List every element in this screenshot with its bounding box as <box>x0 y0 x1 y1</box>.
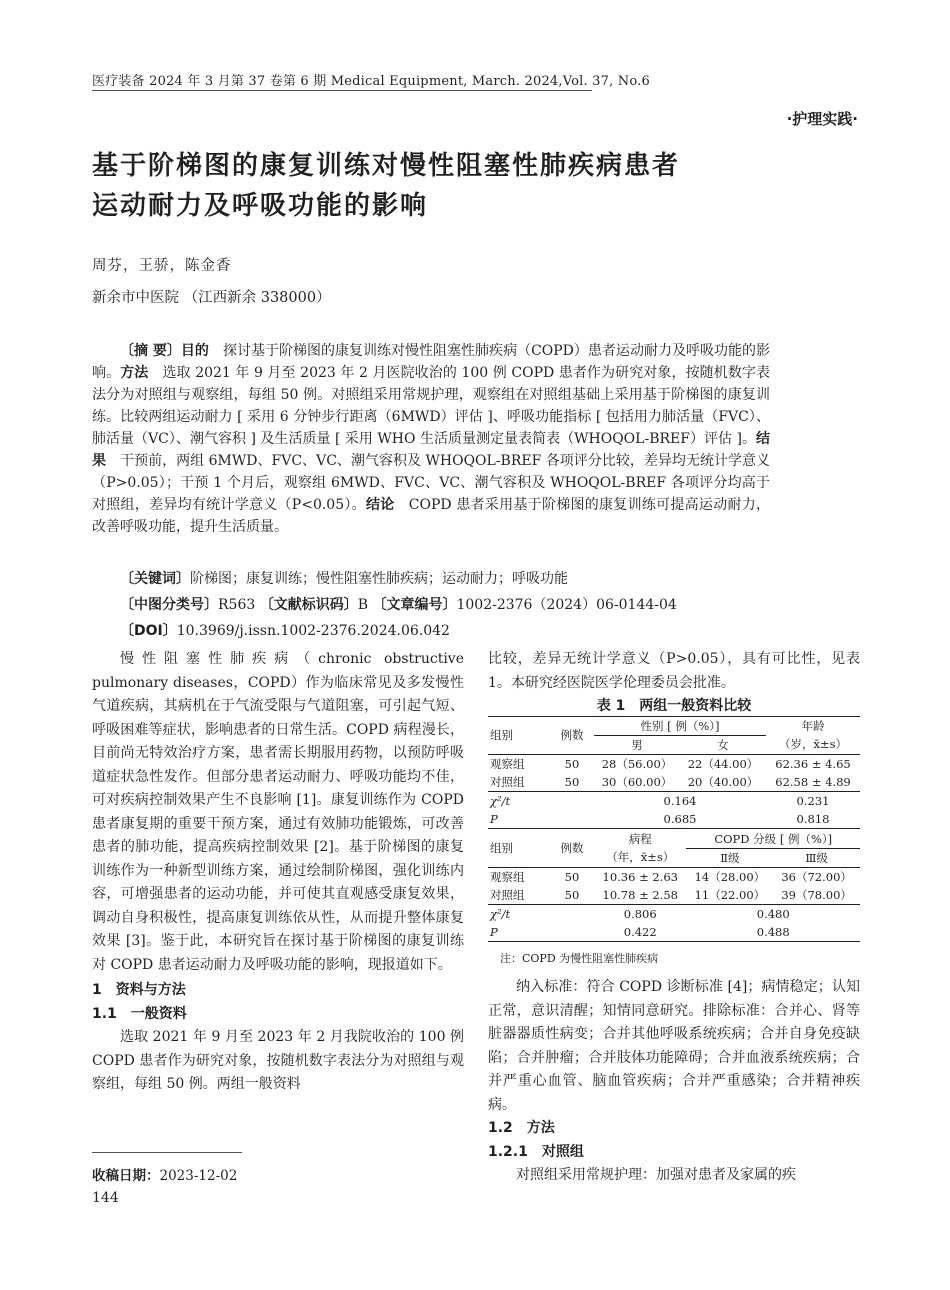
table-row-p: P 0.422 0.488 <box>488 923 860 942</box>
page-number: 144 <box>92 1190 119 1206</box>
section-tag: ·护理实践· <box>786 110 858 128</box>
table-row-stat: χ²/t 0.806 0.480 <box>490 906 790 921</box>
table-title: 表 1 两组一般资料比较 <box>596 698 752 714</box>
right-column-top <box>488 648 860 695</box>
doi-label: 〔DOI〕 <box>120 623 177 639</box>
doi <box>120 620 450 640</box>
keywords-text: 阶梯图；康复训练；慢性阻塞性肺疾病；运动耐力；呼吸功能 <box>190 571 568 587</box>
clc-value: R563 <box>218 597 256 613</box>
title-line-1: 基于阶梯图的康复训练对慢性阻塞性肺疾病患者 <box>92 151 681 181</box>
intro-paragraph: 慢性阻塞性肺疾病（chronic obstructive pulmonary diseases，COPD）作为临床常见及多发慢性气道疾病，其病机在于气流受限与气道阻塞，可引起气短、呼吸困难等症状，影响患者的日常生活。COPD 病程漫长，目前尚无特效治疗方案，患者需长期服用药物，以预防呼吸道症状急性发作。但部分患者运动耐力、呼吸功能均不佳，可对疾病控制效果产生不良影响 [1]。康复训练作为 COPD 患者康复期的重要干预方案，通过有效肺功能锻炼，可改善患者的肺功能，提高疾病控制效果 [2]。基于阶梯图的康复训练作为一种新型训练方案，通过绘制阶梯图，强化训练内容，可增强患者的运动功能，并可使其直观感受康复效果，调动自身积极性，提高康复训练依从性，从而提升整体康复效果 [3]。鉴于此，本研究旨在探讨基于阶梯图的康复训练对 COPD 患者运动耐力及呼吸功能的影响，现报道如下。 <box>92 651 464 973</box>
table-row: 对照组 50 10.78 ± 2.58 11（22.00） 39（78.00） <box>488 886 860 905</box>
received-label: 收稿日期： <box>92 1168 160 1184</box>
th-male: 男 <box>631 737 643 752</box>
left-column <box>92 648 464 1097</box>
th-n: 例数 <box>560 728 584 742</box>
section-heading-1: 1 资料与方法 <box>92 982 186 998</box>
table-row: 观察组 50 10.36 ± 2.63 14（28.00） 36（72.00） <box>490 869 852 884</box>
header-rule <box>92 90 592 91</box>
table-row: 对照组 50 30（60.00） 20（40.00） 62.58 ± 4.89 <box>488 773 860 792</box>
section-heading-1-1: 1.1 一般资料 <box>92 1005 187 1022</box>
th-n: 例数 <box>560 841 584 855</box>
th-group: 组别 <box>490 841 513 855</box>
result-label: 结果 <box>92 431 770 469</box>
paper-title <box>92 146 852 226</box>
th-grade: COPD 分级 [ 例（%）] <box>686 830 860 849</box>
table-row-stat: χ²/t 0.164 0.231 <box>490 793 830 808</box>
right-column-bottom <box>488 976 860 1188</box>
doi-value: 10.3969/j.issn.1002-2376.2024.06.042 <box>176 623 450 639</box>
th-sex: 性别 [ 例（%）] <box>594 717 766 736</box>
keywords <box>120 568 568 588</box>
conclusion-label: 结论 <box>365 497 395 513</box>
title-line-2: 运动耐力及呼吸功能的影响 <box>92 191 429 221</box>
th-course: 病程 <box>628 831 652 846</box>
table-1-part-a <box>488 716 860 829</box>
section-heading-1-2-1: 1.2.1 对照组 <box>488 1143 584 1160</box>
paragraph-1-1: 选取 2021 年 9 月至 2023 年 2 月我院收治的 100 例 COPD 患者作为研究对象，按随机数字表法分为对照组与观察组，每组 50 例。两组一般资料 <box>92 1029 464 1092</box>
abstract-label: 〔摘 要〕 <box>120 343 181 359</box>
section-heading-1-2: 1.2 方法 <box>488 1120 555 1136</box>
classification <box>120 594 677 614</box>
doc-label: 〔文献标识码〕 <box>259 597 358 613</box>
conclusion-text: COPD 患者采用基于阶梯图的康复训练可提高运动耐力，改善呼吸功能，提升生活质量。 <box>92 497 771 535</box>
footnote-rule <box>92 1152 242 1153</box>
journal-header: 医疗装备 2024 年 3 月第 37 卷第 6 期 Medical Equipment, March. 2024,Vol. 37, No.6 <box>92 74 650 89</box>
table-row-p: P 0.685 0.818 <box>488 810 860 829</box>
method-label: 方法 <box>120 365 149 381</box>
doc-value: B <box>357 597 369 613</box>
method-text: 选取 2021 年 9 月至 2023 年 2 月医院收治的 100 例 COPD 患者作为研究对象，按随机数字表法分为对照组与观察组，每组 50 例。对照组采用常规护理，观察组在对照组基础上采用基于阶梯图的康复训练。比较两组运动耐力 [ 采用 6 分钟步行距离（6MWD）评估 ]、呼吸功能指标 [ 包括用力肺活量（FVC）、肺活量（VC）、潮气容积 ] 及生活质量 [ 采用 WHO 生活质量测定量表简表（WHOQOL-BREF）评估 ]。 <box>92 365 771 447</box>
th-female: 女 <box>717 737 729 752</box>
purpose-label: 目的 <box>180 343 209 359</box>
article-label: 〔文章编号〕 <box>372 597 457 613</box>
article-value: 1002-2376（2024）06-0144-04 <box>456 597 677 613</box>
continued-paragraph: 比较，差异无统计学意义（P>0.05），具有可比性，见表 1。本研究经医院医学伦理委员会批准。 <box>488 651 860 691</box>
table-1-part-b <box>488 830 860 942</box>
paragraph-1-2-1: 对照组采用常规护理：加强对患者及家属的疾 <box>516 1167 796 1183</box>
affiliation: 新余市中医院 （江西新余 338000） <box>92 290 331 306</box>
th-age: 年龄 <box>801 718 825 733</box>
abstract <box>92 340 770 538</box>
th-course-unit: （年，x̄±s） <box>606 850 675 865</box>
keywords-label: 〔关键词〕 <box>120 571 190 587</box>
received-value: 2023-12-02 <box>159 1168 238 1184</box>
th-group: 组别 <box>490 728 513 742</box>
authors: 周芬，王骄，陈金香 <box>92 258 232 274</box>
table-row: 观察组 50 28（56.00） 22（44.00） 62.36 ± 4.65 <box>490 756 851 771</box>
criteria-paragraph: 纳入标准：符合 COPD 诊断标准 [4]；病情稳定；认知正常，意识清醒；知情同意研究。排除标准：合并心、肾等脏器器质性病变；合并其他呼吸系统疾病；合并自身免疫缺陷；合并肿瘤；合并肢体功能障碍；合并血液系统疾病；合并严重心血管、脑血管疾病；合并严重感染；合并精神疾病。 <box>488 979 860 1113</box>
th-age-unit: （岁，x̄±s） <box>778 737 848 752</box>
clc-label: 〔中图分类号〕 <box>120 597 218 613</box>
purpose-text: 探讨基于阶梯图的康复训练对慢性阻塞性肺疾病（COPD）患者运动耐力及呼吸功能的影响。 <box>92 343 770 381</box>
result-text: 干预前，两组 6MWD、FVC、VC、潮气容积及 WHOQOL-BREF 各项评分比较，差异均无统计学意义（P>0.05）；干预 1 个月后，观察组 6MWD、FVC、VC、潮气容积及 WHOQOL-BREF 各项评分均高于对照组，差异均有统计学意义（P<0.05）。 <box>92 453 771 513</box>
th-grade-3: Ⅲ级 <box>805 850 828 865</box>
received-date <box>92 1164 237 1184</box>
table-note: 注：COPD 为慢性阻塞性肺疾病 <box>500 952 659 965</box>
th-grade-2: Ⅱ级 <box>720 850 740 865</box>
